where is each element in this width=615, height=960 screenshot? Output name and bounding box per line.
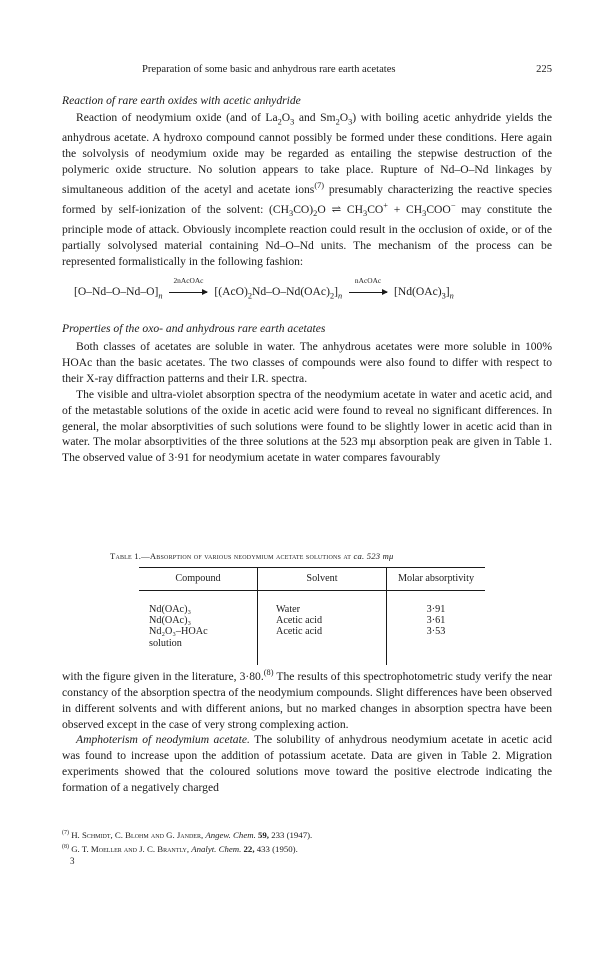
table-cell: Nd(OAc)₃ — [149, 604, 192, 615]
text-span: The results of this spectrophotometric study verify the near constancy of the absorption spectra of the neodymium compounds. Slight differences have been observed in different solvents and with different anions, but no marked changes in absorption spectra have been observed except in the case of very strong complexing action. — [62, 669, 553, 731]
column-header: Compound — [139, 568, 258, 591]
eq-sub: 3 — [441, 291, 446, 301]
signature-mark: 3 — [70, 856, 75, 866]
eq-middle-c: ] — [334, 285, 338, 298]
subscript: 2 — [313, 208, 318, 218]
table-cell: solution — [149, 637, 182, 649]
text-span: may constitute the principle mode of attack. Obviously incomplete reaction could result in the occlusion of oxide, or of the partially solvolysed material containing Nd–O–Nd units. The mechanism of the process can be represented formalistically in the following fashion: — [62, 202, 552, 268]
subscript: 2 — [277, 117, 282, 127]
eq-sub: n — [337, 291, 343, 301]
eq-left: [O–Nd–O–Nd–O] — [74, 285, 159, 298]
table-cell: Acetic acid — [258, 626, 387, 637]
table-row — [139, 591, 485, 616]
footnote-journal: Analyt. Chem. — [191, 843, 242, 854]
superscript: − — [450, 200, 456, 210]
paragraphs-amphoterism — [62, 665, 552, 796]
paragraph-spectra: The visible and ultra-violet absorption spectra of the neodymium acetate in water and acetic acid, and of the metastable solutions of the oxide in acetic acid were found to reveal no significant differences. In general, the molar absorptivities of such solutions were found to be slightly lower in acetic acid than in water. The molar absorptivities of the three solutions at the 523 mμ absorption peak are given in Table 1. The observed value of 3·91 for neodymium acetate in water compares favourably — [62, 387, 552, 465]
eq-right: [Nd(OAc) — [393, 285, 442, 298]
paragraph-literature — [62, 665, 552, 732]
table-cell — [258, 638, 387, 665]
eq-sub: n — [449, 291, 454, 301]
paragraph-amphoterism — [62, 732, 552, 796]
table-header-row — [139, 568, 485, 591]
table-cell: 3·91 — [387, 591, 486, 616]
eq-right-b: ] — [445, 285, 450, 298]
running-header — [62, 64, 552, 78]
footnote — [62, 827, 312, 841]
absorption-table — [139, 567, 485, 665]
caption-text: —Absorption of various neodymium acetate solutions at — [141, 551, 352, 561]
section-heading-reaction: Reaction of rare earth oxides with acetic anhydride — [62, 94, 301, 107]
eq-middle-b: Nd–O–Nd(OAc) — [252, 285, 330, 298]
eq-sub: 2 — [329, 291, 335, 301]
text-span: and Sm — [294, 111, 336, 124]
table-cell: Water — [258, 591, 387, 616]
table-row — [139, 615, 485, 626]
eq-arrow-1 — [169, 276, 207, 298]
footnotes — [62, 827, 312, 855]
text-span: CO) — [293, 202, 314, 216]
subscript: 3 — [290, 117, 295, 127]
footnote-mark: (8) — [62, 843, 69, 850]
table-cell: 3·61 — [387, 615, 486, 626]
subscript: 3 — [348, 117, 353, 127]
section-heading-properties: Properties of the oxo- and anhydrous rare earth acetates — [62, 322, 326, 335]
caption-label: Table 1. — [110, 551, 142, 561]
table-cell: 3·53 — [387, 626, 486, 637]
text-span: CO — [367, 202, 384, 216]
subscript: 2 — [335, 117, 340, 127]
text-span: O ⇌ CH — [317, 202, 364, 216]
table-row — [139, 626, 485, 637]
text-span: O — [339, 111, 349, 124]
footnote-authors: G. T. Moeller and J. C. Brantly, — [71, 843, 190, 854]
page-number: 225 — [536, 64, 552, 75]
footnote-authors: H. Schmidt, C. Blohm and G. Jander, — [71, 829, 204, 840]
subscript: 3 — [422, 208, 427, 218]
footnote-mark: (7) — [62, 830, 69, 836]
paragraph-solubility: Both classes of acetates are soluble in water. The anhydrous acetates were more soluble in 100% HOAc than the basic acetates. The two classes of compounds were also found to differ with respect to their X-ray diffraction patterns and their I.R. spectra. — [62, 340, 552, 385]
table-cell: Acetic acid — [258, 615, 387, 626]
text-span: Reaction of neodymium oxide (and of La — [76, 111, 278, 124]
caption-tail: ca. 523 mμ — [353, 551, 394, 561]
footnote — [62, 841, 312, 855]
table-cell: Nd(OAc)₃ — [149, 615, 192, 627]
table-cell — [387, 638, 486, 665]
table-cell: Nd₂O₃–HOAc — [149, 626, 208, 638]
text-span: with the figure given in the literature, 3·80. — [62, 669, 264, 683]
footnote-rest: 433 (1950). — [256, 843, 298, 854]
running-title: Preparation of some basic and anhydrous rare earth acetates — [142, 64, 396, 75]
footnote-volume: 59, — [257, 829, 269, 840]
reaction-equation — [74, 276, 544, 301]
column-header: Solvent — [258, 568, 387, 591]
text-span: presumably characterizing the reactive species formed by self-ionization of the solvent: (CH — [62, 182, 552, 216]
text-span: COO — [426, 202, 451, 216]
text-span: + CH — [388, 202, 423, 216]
inline-heading: Amphoterism of neodymium acetate. — [76, 733, 250, 747]
text-span: O — [281, 111, 291, 124]
subscript: 3 — [363, 208, 368, 218]
footnote-volume: 22, — [243, 843, 255, 854]
eq-arrow-label: 2nAcOAc — [173, 276, 204, 285]
superscript: (7) — [314, 180, 325, 190]
eq-middle: [(AcO) — [214, 285, 248, 298]
table-caption — [110, 551, 393, 561]
eq-sub: n — [158, 291, 163, 301]
paragraph-text — [62, 110, 552, 270]
footnote-journal: Angew. Chem. — [205, 829, 256, 840]
paragraph-reaction — [62, 110, 552, 270]
subscript: 3 — [289, 208, 294, 218]
text-span: ) with boiling acetic anhydride yields the anhydrous acetate. A hydroxo compound cannot possibly be formed under these conditions. Here again the solvolysis of neodymium oxide may be regarded as entailing the stepwise destruction of the polymeric oxide structure. No solution appears to take place. Rupture of Nd–O–Nd linkages by simultaneous addition of the acetyl and acetate ions — [62, 111, 552, 196]
paragraphs-properties — [62, 339, 552, 466]
footnote-rest: 233 (1947). — [271, 829, 313, 840]
column-header: Molar absorptivity — [387, 568, 486, 591]
superscript: + — [383, 200, 389, 210]
eq-arrow-label: nAcOAc — [354, 276, 382, 285]
text-span: The solubility of anhydrous neodymium acetate in acetic acid was found to increase upon the addition of potassium acetate. Data are given in Table 2. Migration experiments showed that the coloured solutions move toward the positive electrode indicating the formation of a negatively charged — [62, 733, 552, 795]
table-row — [139, 638, 485, 665]
eq-arrow-2 — [349, 276, 387, 298]
eq-sub: 2 — [247, 291, 253, 301]
reference-mark: (8) — [263, 668, 274, 677]
